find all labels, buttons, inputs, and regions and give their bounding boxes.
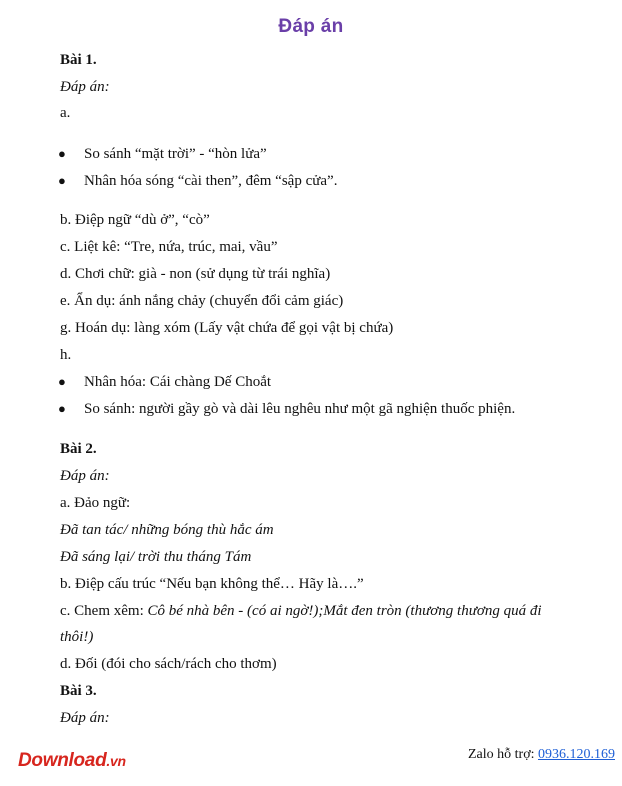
zalo-support xyxy=(468,747,615,763)
bai1-a: a. xyxy=(60,105,71,121)
bai2-d: d. Đối (đói cho sách/rách cho thơm) xyxy=(60,656,277,672)
bai2-c xyxy=(60,602,542,620)
bai1-a-bullet-2: Nhân hóa sóng “cài then”, đêm “sập cửa”. xyxy=(84,173,338,189)
bai2-a-line-2: Đã sáng lại/ trời thu tháng Tám xyxy=(60,549,252,565)
bullet-icon: ● xyxy=(58,173,66,188)
bullet-icon: ● xyxy=(58,374,66,389)
bai1-d: d. Chơi chữ: già - non (sử dụng từ trái nghĩa) xyxy=(60,266,331,282)
bullet-icon: ● xyxy=(58,401,66,416)
logo-suffix: .vn xyxy=(106,753,126,769)
bai2-answer-label: Đáp án: xyxy=(60,468,110,484)
bai2-a-line-1: Đã tan tác/ những bóng thù hắc ám xyxy=(60,522,274,538)
bai1-h: h. xyxy=(60,347,72,363)
bai2-b: b. Điệp cấu trúc “Nếu bạn không thể… Hãy là….” xyxy=(60,576,364,592)
logo-main: Download xyxy=(18,750,107,771)
bai1-heading: Bài 1. xyxy=(60,52,97,68)
bai2-c-prefix: c. Chem xêm: xyxy=(60,603,148,619)
download-logo[interactable] xyxy=(18,750,126,772)
page-title: Đáp án xyxy=(278,16,344,37)
bai1-c: c. Liệt kê: “Tre, nứa, trúc, mai, vầu” xyxy=(60,239,278,255)
bai2-c-text: Cô bé nhà bên - (có ai ngờ!);Mắt đen tròn (thương thương quá đi xyxy=(147,603,542,619)
bai1-h-bullet-1: Nhân hóa: Cái chàng Dế Choắt xyxy=(84,374,272,390)
bai2-heading: Bài 2. xyxy=(60,441,97,457)
bullet-icon: ● xyxy=(58,146,66,161)
bai3-answer-label: Đáp án: xyxy=(60,710,110,726)
zalo-phone-link[interactable]: 0936.120.169 xyxy=(538,747,615,762)
bai1-a-bullet-1: So sánh “mặt trời” - “hòn lửa” xyxy=(84,146,267,162)
bai1-b: b. Điệp ngữ “dù ở”, “cò” xyxy=(60,212,210,228)
bai1-h-bullet-2: So sánh: người gầy gò và dài lêu nghêu như một gã nghiện thuốc phiện. xyxy=(84,401,516,417)
zalo-label: Zalo hỗ trợ: xyxy=(468,747,538,762)
bai1-answer-label: Đáp án: xyxy=(60,79,110,95)
bai3-heading: Bài 3. xyxy=(60,683,97,699)
bai2-a: a. Đảo ngữ: xyxy=(60,495,131,511)
bai2-c-text-2: thôi!) xyxy=(60,629,94,645)
bai1-g: g. Hoán dụ: làng xóm (Lấy vật chứa để gọi vật bị chứa) xyxy=(60,320,394,336)
bai1-e: e. Ẩn dụ: ánh nắng chảy (chuyển đổi cảm giác) xyxy=(60,293,344,309)
